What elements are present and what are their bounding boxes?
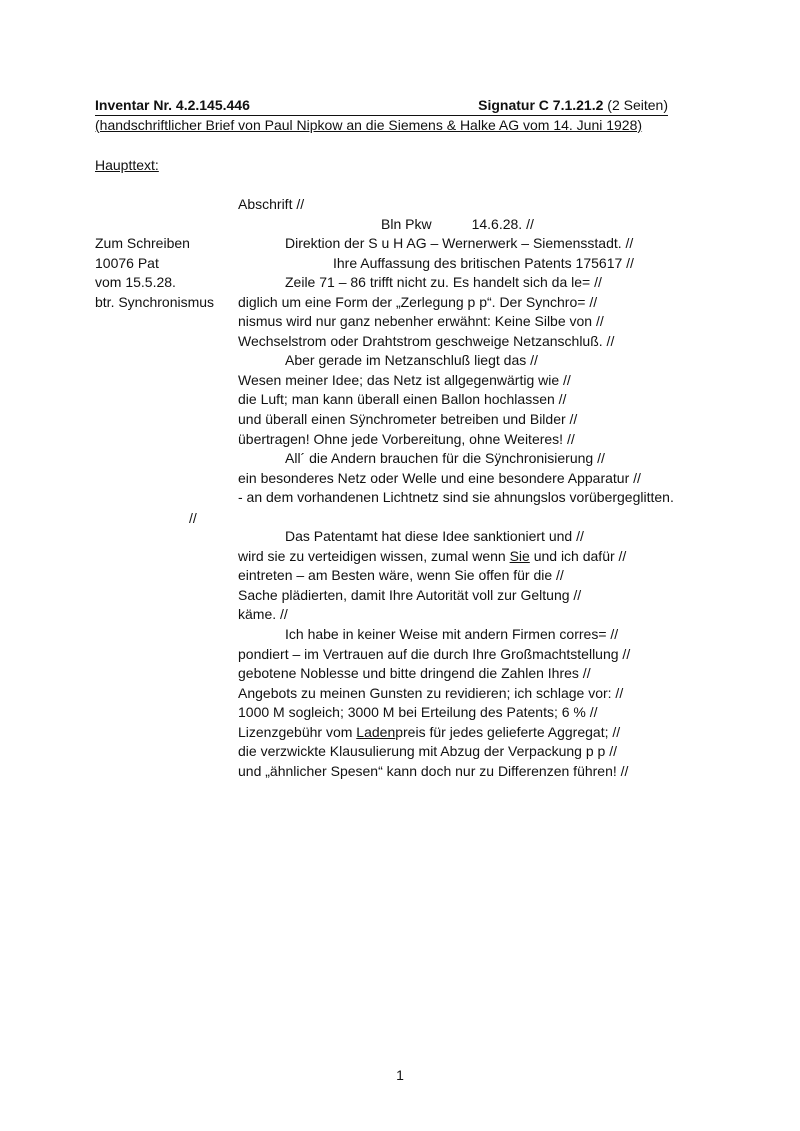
margin-note: Zum Schreiben: [95, 235, 190, 251]
letter-line: [238, 547, 674, 567]
letter-place: Bln Pkw: [381, 215, 432, 232]
letter-line: Zeile 71 – 86 trifft nicht zu. Es handelt sich da le= //: [285, 274, 602, 291]
text-run: wird sie zu verteidigen wissen, zumal wenn: [238, 547, 510, 564]
letter-line: 1000 M sogleich; 3000 M bei Erteilung des Patents; 6 % //: [238, 704, 598, 721]
letter-line: die Luft; man kann überall einen Ballon hochlassen //: [238, 391, 567, 408]
letter-line: Direktion der S u H AG – Wernerwerk – Siemensstadt. //: [285, 235, 634, 252]
letter-date: 14.6.28. //: [471, 215, 534, 232]
letter-line: All´ die Andern brauchen für die Sÿnchronisierung //: [285, 450, 605, 467]
letter-line: übertragen! Ohne jede Vorbereitung, ohne Weiteres! //: [238, 430, 575, 447]
letter-line: Wesen meiner Idee; das Netz ist allgegenwärtig wie //: [238, 371, 571, 388]
section-label: Haupttext:: [95, 157, 159, 173]
letter-line: pondiert – im Vertrauen auf die durch Ihre Großmachtstellung //: [238, 645, 631, 662]
letter-body: [238, 195, 674, 781]
text-run: Lizenzgebühr vom: [238, 723, 357, 740]
letter-line: und überall einen Sÿnchrometer betreiben und Bilder //: [238, 411, 578, 428]
margin-note: vom 15.5.28.: [95, 274, 176, 291]
margin-slashes: //: [189, 510, 197, 526]
signature-number: Signatur C 7.1.21.2: [478, 97, 604, 113]
document-description: (handschriftlicher Brief von Paul Nipkow an die Siemens & Halke AG vom 14. Juni 1928): [95, 117, 643, 133]
place-date-line: [238, 215, 674, 235]
page-number: 1: [396, 1067, 404, 1083]
letter-line: gebotene Noblesse und bitte dringend die Zahlen Ihres //: [238, 665, 591, 682]
letter-line: ein besonderes Netz oder Welle und eine besondere Apparatur //: [238, 469, 641, 486]
letter-line: nismus wird nur ganz nebenher erwähnt: Keine Silbe von //: [238, 313, 604, 330]
letter-line: die verzwickte Klausulierung mit Abzug der Verpackung p p //: [238, 743, 617, 760]
letter-line: und „ähnlicher Spesen“ kann doch nur zu Differenzen führen! //: [238, 762, 629, 779]
letter-line: Angebots zu meinen Gunsten zu revidieren; ich schlage vor: //: [238, 684, 624, 701]
letter-line: Das Patentamt hat diese Idee sanktioniert und //: [285, 528, 584, 545]
margin-note: btr. Synchronismus: [95, 293, 215, 310]
letter-line: Wechselstrom oder Drahtstrom geschweige Netzanschluß. //: [238, 332, 615, 349]
document-header: [95, 96, 668, 116]
letter-line: käme. //: [238, 606, 288, 623]
underlined-word: Sie: [509, 547, 530, 564]
letter-line: eintreten – am Besten wäre, wenn Sie offen für die //: [238, 567, 564, 584]
signature-info: [478, 96, 668, 115]
letter-line: diglich um eine Form der „Zerlegung p p“. Der Synchro= //: [238, 293, 598, 310]
page-count: (2 Seiten): [607, 97, 668, 113]
letter-line: - an dem vorhandenen Lichtnetz sind sie ahnungslos vorübergeglitten.: [238, 489, 674, 506]
underlined-word: Laden: [356, 723, 396, 740]
text-run: preis für jedes gelieferte Aggregat; //: [395, 723, 621, 740]
blank-line: [238, 508, 674, 528]
letter-line: Sache plädierten, damit Ihre Autorität voll zur Geltung //: [238, 586, 582, 603]
letter-line: [238, 723, 674, 743]
text-run: und ich dafür //: [529, 547, 627, 564]
letter-line: Aber gerade im Netzanschluß liegt das //: [285, 352, 538, 369]
margin-note: 10076 Pat: [95, 254, 159, 271]
letter-line: Ihre Auffassung des britischen Patents 175617 //: [333, 254, 634, 271]
letter-line: Abschrift //: [238, 196, 305, 212]
margin-notes: [95, 234, 214, 312]
letter-line: Ich habe in keiner Weise mit andern Firmen corres= //: [285, 626, 619, 643]
inventory-number: Inventar Nr. 4.2.145.446: [95, 97, 250, 113]
